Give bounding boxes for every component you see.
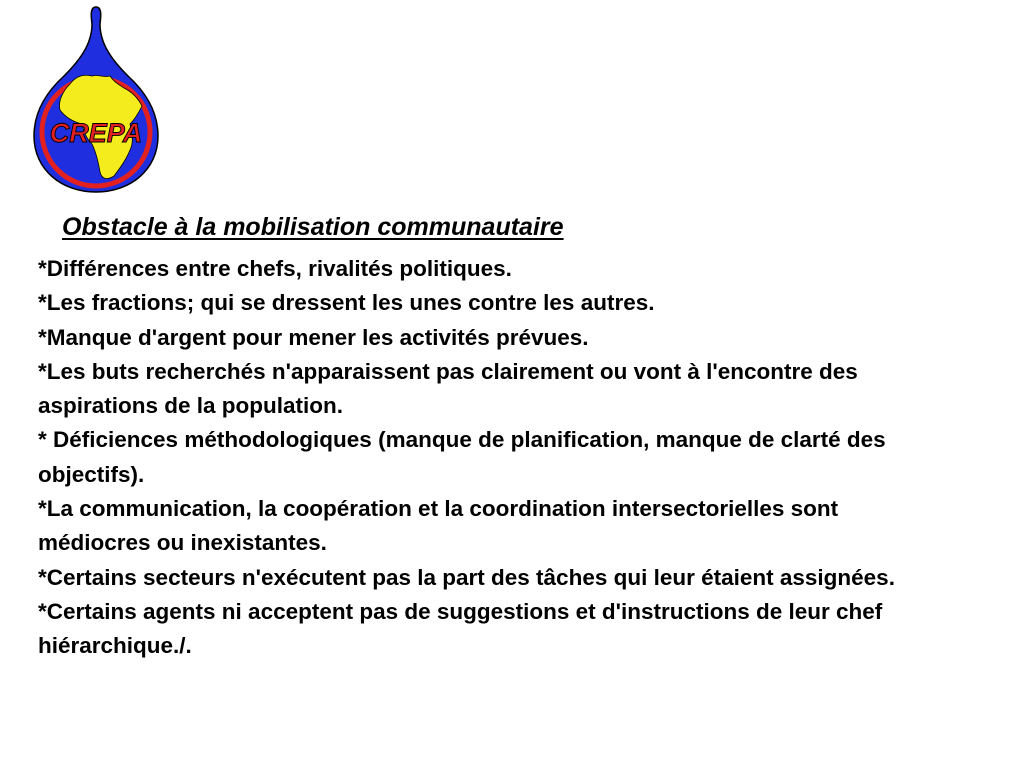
list-item: *Les buts recherchés n'apparaissent pas clairement ou vont à l'encontre des aspirations de la population. (38, 358, 858, 419)
crepa-logo-graphic (28, 4, 164, 194)
list-item: *Les fractions; qui se dressent les unes contre les autres. (38, 290, 655, 316)
list-item: *Certains secteurs n'exécutent pas la part des tâches qui leur étaient assignées. (38, 564, 895, 590)
obstacles-list (38, 252, 938, 664)
list-item: *Manque d'argent pour mener les activités prévues. (38, 324, 589, 350)
list-item: *La communication, la coopération et la coordination intersectorielles sont médiocres ou inexistantes. (38, 496, 839, 556)
slide-title: Obstacle à la mobilisation communautaire (62, 213, 564, 241)
list-item: * Déficiences méthodologiques (manque de planification, manque de clarté des objectifs). (38, 427, 886, 487)
crepa-logo (28, 4, 164, 194)
crepa-wordmark: CREPA (49, 118, 143, 148)
list-item: *Certains agents ni acceptent pas de suggestions et d'instructions de leur chef hiérarchique./. (38, 598, 883, 659)
list-item: *Différences entre chefs, rivalités politiques. (38, 256, 512, 281)
